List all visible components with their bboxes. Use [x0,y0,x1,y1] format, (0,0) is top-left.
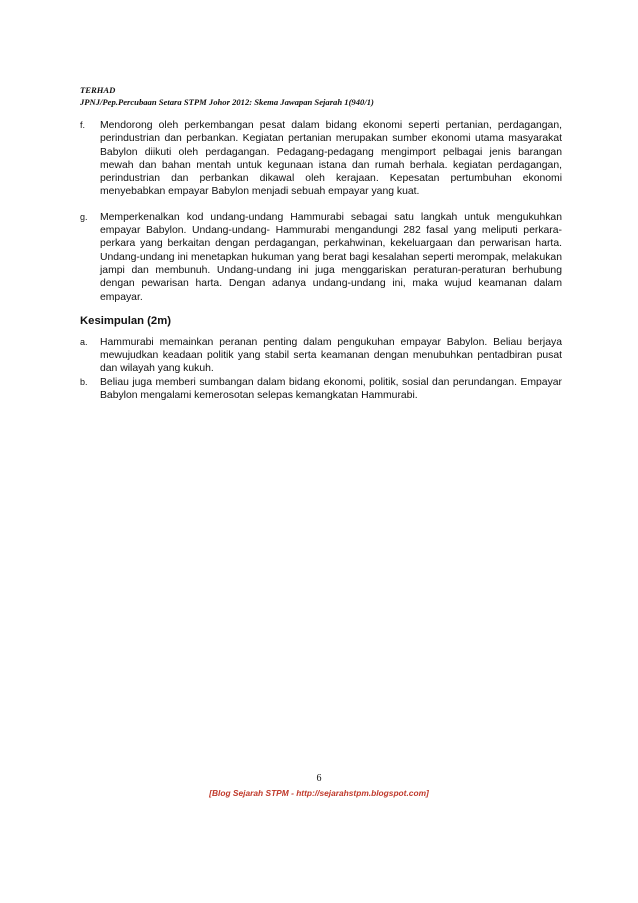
point-f-text: Mendorong oleh perkembangan pesat dalam bidang ekonomi seperti pertanian, perdagangan, perindustrian dan perbankan. Kegiatan pertanian merupakan sumber ekonomi utama masyarakat Babylon diikuti oleh perdagangan. Pedagang-pedagang mengimport pelbagai jenis barangan mewah dan bahan mentah untuk kegunaan istana dan rumah berhala. kegiatan perdagangan, perindustrian dan perbankan dikawal oleh kerajaan. Kepesatan pertumbuhan ekonomi menyebabkan empayar Babylon menjadi sebuah empayar yang kuat. [100,120,562,198]
point-g-text: Memperkenalkan kod undang-undang Hammurabi sebagai satu langkah untuk mengukuhkan empayar Babylon. Undang-undang- Hammurabi mengandungi 282 fasal yang meliputi perkara-perkara yang berkaitan dengan perdagangan, perkahwinan, kekeluargaan dan perwarisan harta. Undang-undang ini menetapkan hukuman yang berat bagi kesalahan seperti merompak, melakukan jampi dan membunuh. Undang-undang ini juga menggariskan peraturan-peraturan berhubung dengan pewarisan harta. Dengan adanya undang-undang ini, maka wujud keamanan dalam empayar. [100,211,562,303]
document-body [80,119,562,402]
conclusion-item-b-text: Beliau juga memberi sumbangan dalam bidang ekonomi, politik, sosial dan perundangan. Empayar Babylon mengalami kemerosotan selepas kemangkatan Hammurabi. [100,376,562,402]
conclusion-heading: Kesimpulan (2m) [80,314,172,327]
exam-title: JPNJ/Pep.Percubaan Setara STPM Johor 2012: Skema Jawapan Sejarah 1(940/1) [80,97,374,107]
conclusion-item-a-text: Hammurabi memainkan peranan penting dalam pengukuhan empayar Babylon. Beliau berjaya mewujudkan keadaan politik yang stabil serta keamanan dengan menubuhkan pentadbiran pusat dan wilayah yang kukuh. [100,336,562,375]
classification-label: TERHAD [80,85,116,95]
point-g-marker: g. [80,211,88,222]
conclusion-item-b [80,376,562,403]
point-g [80,211,562,304]
page-number: 6 [316,773,322,784]
point-f-marker: f. [80,120,86,130]
conclusion-item-a [80,336,562,376]
footer-blog-link[interactable]: [Blog Sejarah STPM - http://sejarahstpm.blogspot.com] [209,788,429,798]
document-header [80,84,560,108]
point-f [80,119,562,199]
conclusion-item-b-marker: b. [80,376,88,387]
conclusion-item-a-marker: a. [80,336,88,347]
